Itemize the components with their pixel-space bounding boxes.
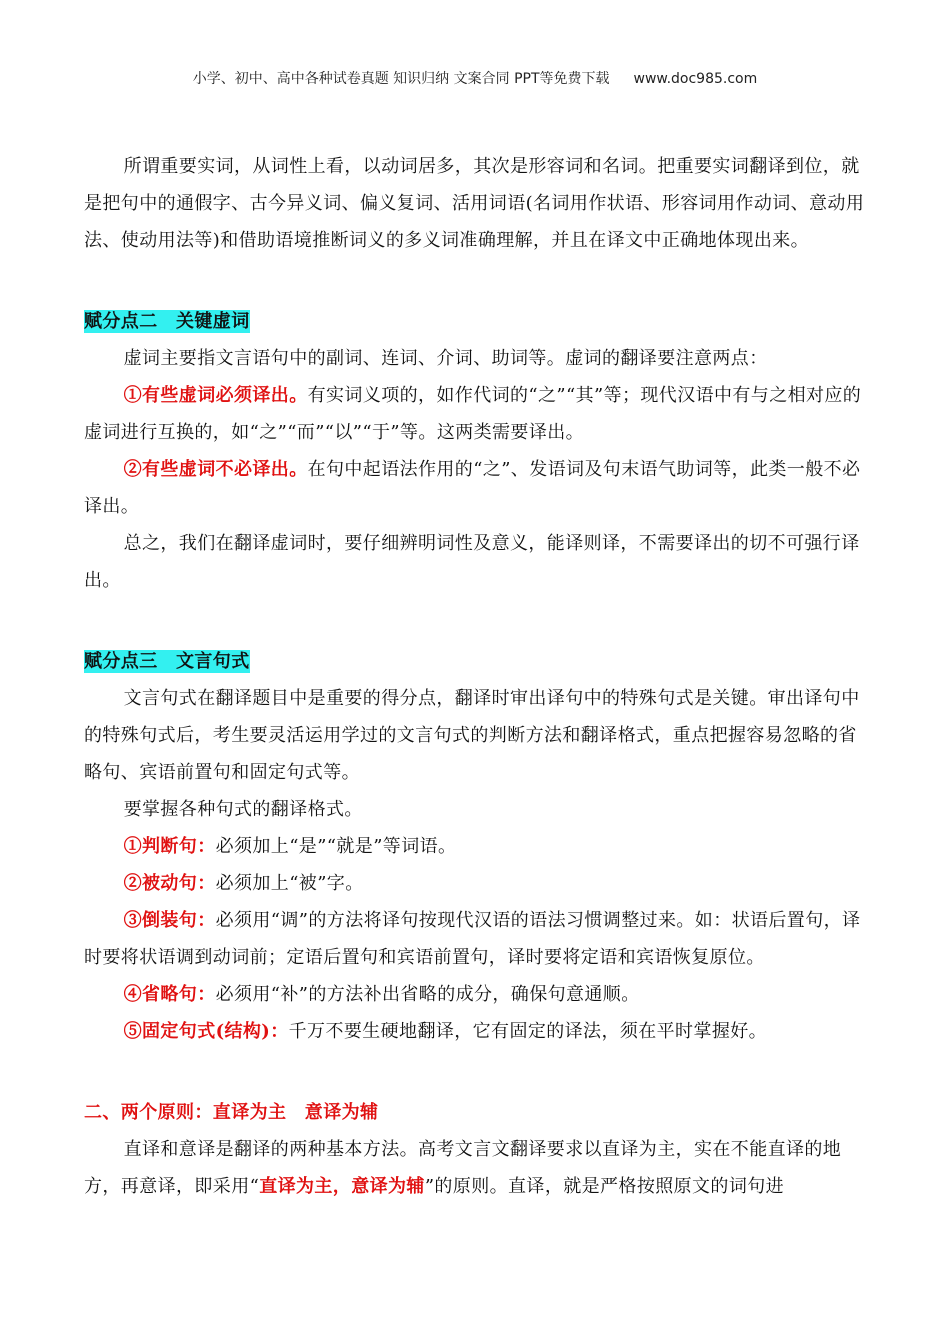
- sec4-paragraph-1: [84, 1131, 867, 1205]
- sec2-item-2-label: ②有些虚词不必译出。: [123, 459, 308, 480]
- sec2-item-1-text: 有实词义项的，如作代词的“之”“其”等；现代汉语中有与之相对应的虚词进行互换的，如“之”“而”“以”“于”等。这两类需要译出。: [84, 385, 862, 443]
- sec4-text-c: ”的原则。直译，就是严格按照原文的词句进: [424, 1176, 785, 1197]
- sec3-item-2-text: 必须加上“被”字。: [215, 873, 364, 894]
- sec2-item-1-label: ①有些虚词必须译出。: [123, 385, 308, 406]
- header-url[interactable]: www.doc985.com: [633, 71, 758, 87]
- sec2-item-2: [84, 451, 867, 525]
- sec3-item-3: [84, 902, 867, 976]
- sec3-item-5-text: 千万不要生硬地翻译，它有固定的译法，须在平时掌握好。: [288, 1021, 768, 1042]
- sec2-item-1: [84, 377, 867, 451]
- sec3-item-4-label: ④省略句：: [123, 984, 216, 1005]
- sec3-item-4: [84, 976, 867, 1013]
- sec3-item-3-label: ③倒装句：: [123, 910, 216, 931]
- sec3-paragraph-2: 要掌握各种句式的翻译格式。: [123, 799, 363, 820]
- page-header: [0, 68, 950, 88]
- sec3-item-2-label: ②被动句：: [123, 873, 216, 894]
- section-heading-2-text: 赋分点二 关键虚词: [84, 311, 250, 332]
- sec2-paragraph-1: 虚词主要指文言语句中的副词、连词、介词、助词等。虚词的翻译要注意两点：: [123, 348, 768, 369]
- sec4-emphasis: 直译为主，意译为辅: [259, 1176, 425, 1197]
- section-heading-3: [84, 643, 867, 680]
- header-text: 小学、初中、高中各种试卷真题 知识归纳 文案合同 PPT等免费下载: [192, 71, 610, 87]
- sec3-item-1-text: 必须加上“是”“就是”等词语。: [215, 836, 457, 857]
- document-body: [84, 148, 867, 1205]
- sec2-paragraph-end: 总之，我们在翻译虚词时，要仔细辨明词性及意义，能译则译，不需要译出的切不可强行译出。: [84, 533, 860, 591]
- sec2-item-2-text: 在句中起语法作用的“之”、发语词及句末语气助词等，此类一般不必译出。: [84, 459, 861, 517]
- section-heading-2: [84, 303, 867, 340]
- sec3-item-5-label: ⑤固定句式(结构)：: [123, 1021, 289, 1042]
- sec3-item-4-text: 必须用“补”的方法补出省略的成分，确保句意通顺。: [215, 984, 640, 1005]
- intro-paragraph: 所谓重要实词，从词性上看，以动词居多，其次是形容词和名词。把重要实词翻译到位，就是把句中的通假字、古今异义词、偏义复词、活用词语(名词用作状语、形容词用作动词、意动用法、使动用法等)和借助语境推断词义的多义词准确理解，并且在译文中正确地体现出来。: [84, 156, 865, 251]
- sec3-item-1-label: ①判断句：: [123, 836, 216, 857]
- sec3-paragraph-1: 文言句式在翻译题目中是重要的得分点，翻译时审出译句中的特殊句式是关键。审出译句中的特殊句式后，考生要灵活运用学过的文言句式的判断方法和翻译格式，重点把握容易忽略的省略句、宾语前置句和固定句式等。: [84, 688, 860, 783]
- sec3-item-3-text: 必须用“调”的方法将译句按现代汉语的语法习惯调整过来。如：状语后置句，译时要将状语调到动词前；定语后置句和宾语前置句，译时要将定语和宾语恢复原位。: [84, 910, 861, 968]
- sec3-item-1: [84, 828, 867, 865]
- sec3-item-2: [84, 865, 867, 902]
- section-title-principles: 二、两个原则：直译为主 意译为辅: [84, 1102, 379, 1123]
- section-heading-3-text: 赋分点三 文言句式: [84, 651, 250, 672]
- sec3-item-5: [84, 1013, 867, 1050]
- sec4-text-a: 直译和意译是翻译的两种基本方法。高考文言文翻译要求以直译为主，实在不能直译的地方，再意译，即采用“: [84, 1139, 842, 1197]
